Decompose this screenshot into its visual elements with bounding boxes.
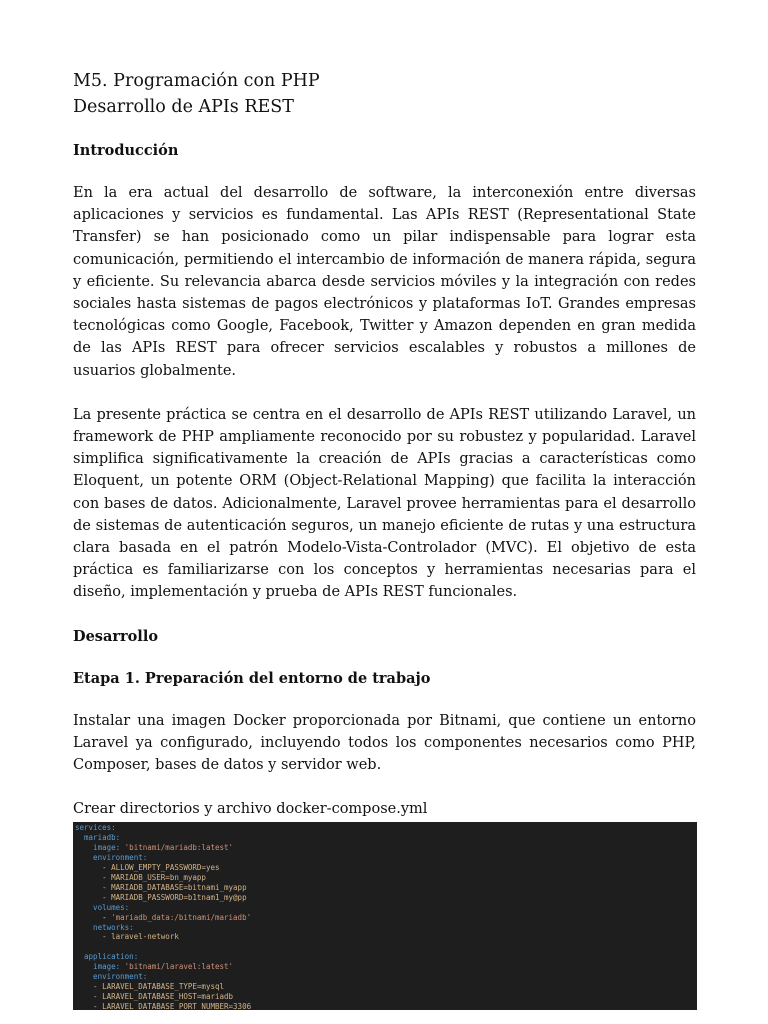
code-line [75, 883, 697, 893]
code-token: image: [75, 962, 125, 972]
code-token: - MARIADB_PASSWORD=b1tnam1_my@pp [75, 892, 247, 902]
document-page [73, 68, 696, 1010]
code-line [75, 913, 697, 923]
code-token: - laravel-network [75, 932, 179, 942]
code-line [75, 1002, 697, 1011]
code-token: services: [75, 823, 116, 833]
code-token: 'bitnami/laravel:latest' [124, 962, 234, 972]
stage1-paragraph: Instalar una imagen Docker proporcionada por Bitnami, que contiene un entorno Laravel ya configurado, incluyendo todos los componentes necesarios como PHP, Composer, bases de datos y servidor web. [73, 712, 696, 774]
code-token: 'mariadb_data:/bitnami/mariadb' [111, 912, 252, 922]
document-subtitle: Desarrollo de APIs REST [73, 97, 294, 117]
development-heading: Desarrollo [73, 627, 158, 645]
code-block [73, 822, 697, 1010]
code-line [75, 942, 697, 952]
intro-paragraph-1: En la era actual del desarrollo de software, la interconexión entre diversas aplicaciones y servicios es fundamental. Las APIs REST (Representational State Transfer) se han posicionado como un pilar indispensable para lograr esta comunicación, permitiendo el intercambio de información de manera rápida, segura y eficiente. Su relevancia abarca desde servicios móviles y la integración con redes sociales hasta sistemas de pagos electrónicos y plataformas IoT. Grandes empresas tecnológicas como Google, Facebook, Twitter y Amazon dependen en gran medida de las APIs REST para ofrecer servicios escalables y robustos a millones de usuarios globalmente. [73, 185, 696, 379]
code-line [75, 952, 697, 962]
intro-heading: Introducción [73, 142, 179, 159]
code-token: environment: [75, 972, 148, 982]
code-line [75, 992, 697, 1002]
code-line [75, 932, 697, 942]
stage1-heading: Etapa 1. Preparación del entorno de trabajo [73, 669, 431, 687]
code-line [75, 833, 697, 843]
code-line [75, 853, 697, 863]
code-token: 'bitnami/mariadb:latest' [124, 843, 234, 853]
code-token: image: [75, 843, 125, 853]
document-title: M5. Programación con PHP [73, 71, 320, 91]
code-line [75, 962, 697, 972]
code-token: environment: [75, 853, 148, 863]
code-token: volumes: [75, 902, 130, 912]
code-line [75, 923, 697, 933]
code-token: - MARIADB_USER=bn_myapp [75, 873, 206, 882]
code-token: networks: [75, 922, 134, 932]
code-caption: Crear directorios y archivo docker-compose.yml [73, 801, 428, 818]
code-token: - LARAVEL_DATABASE_HOST=mariadb [75, 991, 234, 1001]
code-line [75, 843, 697, 853]
code-token: application: [75, 952, 139, 962]
code-line [75, 893, 697, 903]
code-token: - LARAVEL_DATABASE_TYPE=mysql [75, 981, 225, 991]
code-token: - ALLOW_EMPTY_PASSWORD=yes [75, 863, 220, 873]
code-line [75, 982, 697, 992]
code-line [75, 863, 697, 873]
code-line [75, 903, 697, 913]
code-token: - LARAVEL_DATABASE_PORT_NUMBER=3306 [75, 1001, 252, 1011]
code-token: mariadb: [75, 833, 121, 843]
code-line [75, 823, 697, 833]
code-line [75, 873, 697, 883]
code-token: - MARIADB_DATABASE=bitnami_myapp [75, 882, 247, 892]
code-line [75, 972, 697, 982]
code-token: - [75, 912, 112, 922]
intro-paragraph-2: La presente práctica se centra en el desarrollo de APIs REST utilizando Laravel, un framework de PHP ampliamente reconocido por su robustez y popularidad. Laravel simplifica significativamente la creación de APIs gracias a características como Eloquent, un potente ORM (Object-Relational Mapping) que facilita la interacción con bases de datos. Adicionalmente, Laravel provee herramientas para el desarrollo de sistemas de autenticación seguros, un manejo eficiente de rutas y una estructura clara basada en el patrón Modelo-Vista-Controlador (MVC). El objetivo de esta práctica es familiarizarse con los conceptos y herramientas necesarias para el diseño, implementación y prueba de APIs REST funcionales. [73, 406, 696, 601]
